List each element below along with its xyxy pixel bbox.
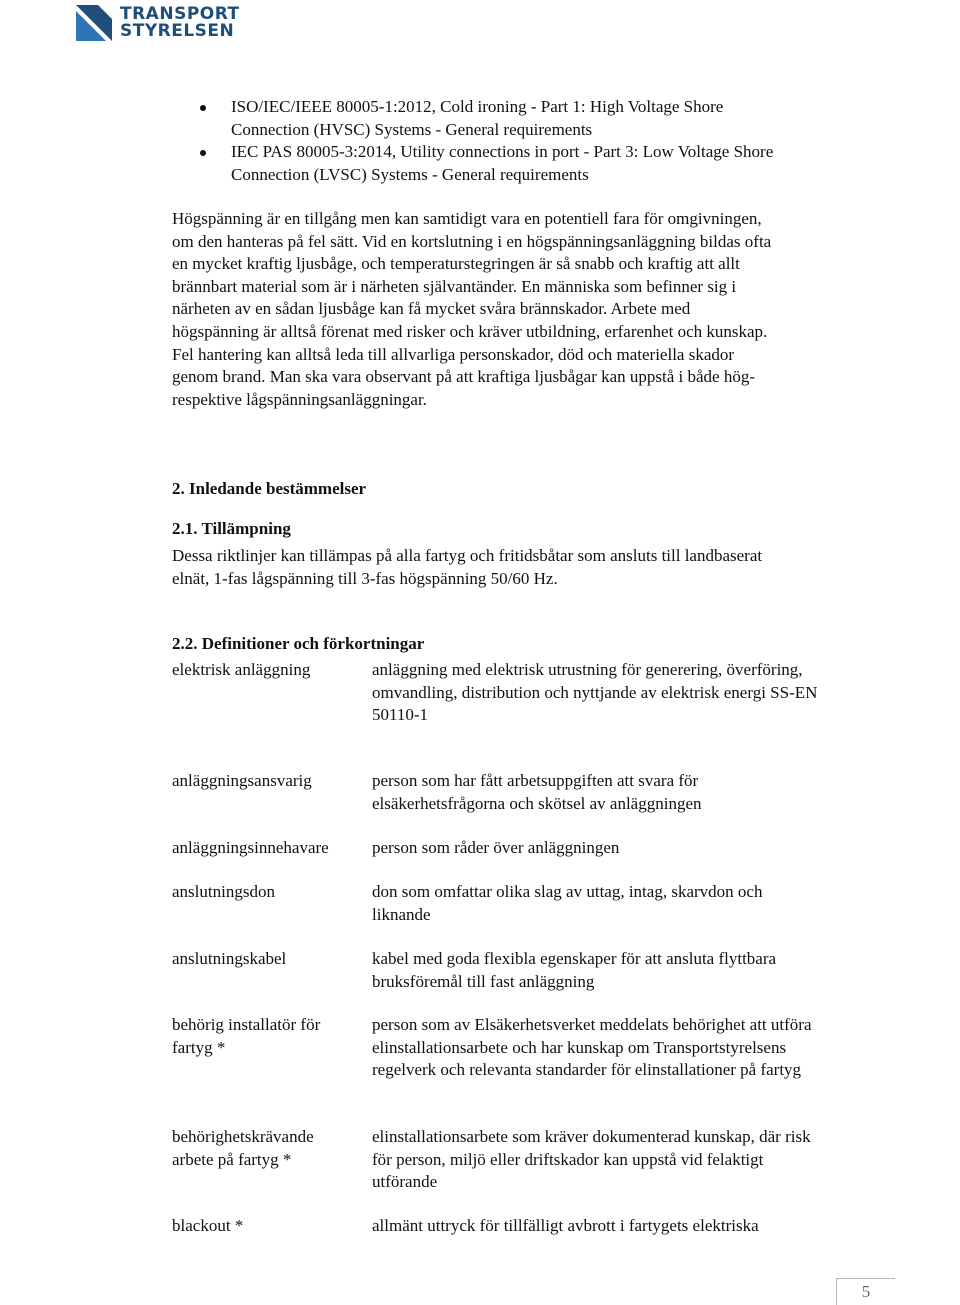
- transportstyrelsen-logo: [76, 4, 240, 42]
- bullet-text: IEC PAS 80005-3:2014, Utility connections in port - Part 3: Low Voltage Shore Connection (LVSC) Systems - General requirements: [231, 142, 774, 184]
- intro-paragraph: Högspänning är en tillgång men kan samtidigt vara en potentiell fara för omgivningen, om den hanteras på fel sätt. Vid en kortslutning i en högspänningsanläggning bildas ofta en mycket kraftig ljusbåge, och temperaturstegringen är så snabb och kraftig att allt brännbart material som är i närheten självantänder. En människa som befinner sig i närheten av en sådan ljusbåge kan få mycket svåra brännskador. Arbete med högspänning är alltså förenat med risker och kräver utbildning, erfarenhet och kunskap. Fel hantering kan alltså leda till allvarliga personskador, död och materiella skador genom brand. Man ska vara observant på att kraftiga ljusbågar kan uppstå i både hög- respektive lågspänningsanläggningar.: [172, 209, 772, 409]
- definition-term: anläggningsinnehavare: [172, 838, 329, 857]
- section-2-2-heading: 2.2. Definitioner och förkortningar: [172, 634, 425, 653]
- definition-term: blackout *: [172, 1216, 244, 1235]
- section-2-1-heading: 2.1. Tillämpning: [172, 519, 291, 538]
- definition-term: anslutningsdon: [172, 882, 275, 901]
- definition-term: elektrisk anläggning: [172, 660, 311, 679]
- bullet-item: [195, 141, 795, 186]
- logo-line-2: STYRELSEN: [120, 21, 235, 41]
- standards-bullet-list: [195, 96, 795, 186]
- definition-description: person som har fått arbetsuppgiften att svara för elsäkerhetsfrågorna och skötsel av anläggningen: [372, 771, 702, 813]
- definition-term: behörighetskrävande arbete på fartyg *: [172, 1127, 314, 1169]
- bullet-dot-icon: [200, 150, 206, 156]
- bullet-item: [195, 96, 795, 141]
- definition-description: don som omfattar olika slag av uttag, intag, skarvdon och liknande: [372, 882, 763, 924]
- definition-description: person som råder över anläggningen: [372, 838, 620, 857]
- definition-description: kabel med goda flexibla egenskaper för att ansluta flyttbara bruksföremål till fast anläggning: [372, 949, 777, 991]
- definition-term: behörig installatör för fartyg *: [172, 1015, 321, 1057]
- section-2-heading: 2. Inledande bestämmelser: [172, 479, 367, 498]
- logo-line-1: TRANSPORT: [120, 4, 240, 24]
- definition-description: person som av Elsäkerhetsverket meddelats behörighet att utföra elinstallationsarbete och har kunskap om Transportstyrelsens regelverk och relevanta standarder för elinstallationer på fartyg: [372, 1015, 812, 1080]
- logo-wordmark: [120, 6, 240, 40]
- definition-term: anläggningsansvarig: [172, 771, 312, 790]
- bullet-text: ISO/IEC/IEEE 80005-1:2012, Cold ironing - Part 1: High Voltage Shore Connection (HVSC) Systems - General requirements: [231, 97, 724, 139]
- definition-description: allmänt uttryck för tillfälligt avbrott i fartygets elektriska: [372, 1216, 759, 1235]
- definition-description: elinstallationsarbete som kräver dokumenterad kunskap, där risk för person, miljö eller driftskador kan uppstå vid felaktigt utförande: [372, 1127, 811, 1192]
- definition-term: anslutningskabel: [172, 949, 287, 968]
- definition-description: anläggning med elektrisk utrustning för generering, överföring, omvandling, distribution och nyttjande av elektrisk energi SS-EN 50110-1: [372, 660, 818, 725]
- bullet-dot-icon: [200, 105, 206, 111]
- section-2-1-text: Dessa riktlinjer kan tillämpas på alla fartyg och fritidsbåtar som ansluts till landbaserat elnät, 1-fas lågspänning till 3-fas högspänning 50/60 Hz.: [172, 546, 763, 588]
- logo-mark-icon: [76, 5, 112, 41]
- page-number: 5: [836, 1278, 895, 1305]
